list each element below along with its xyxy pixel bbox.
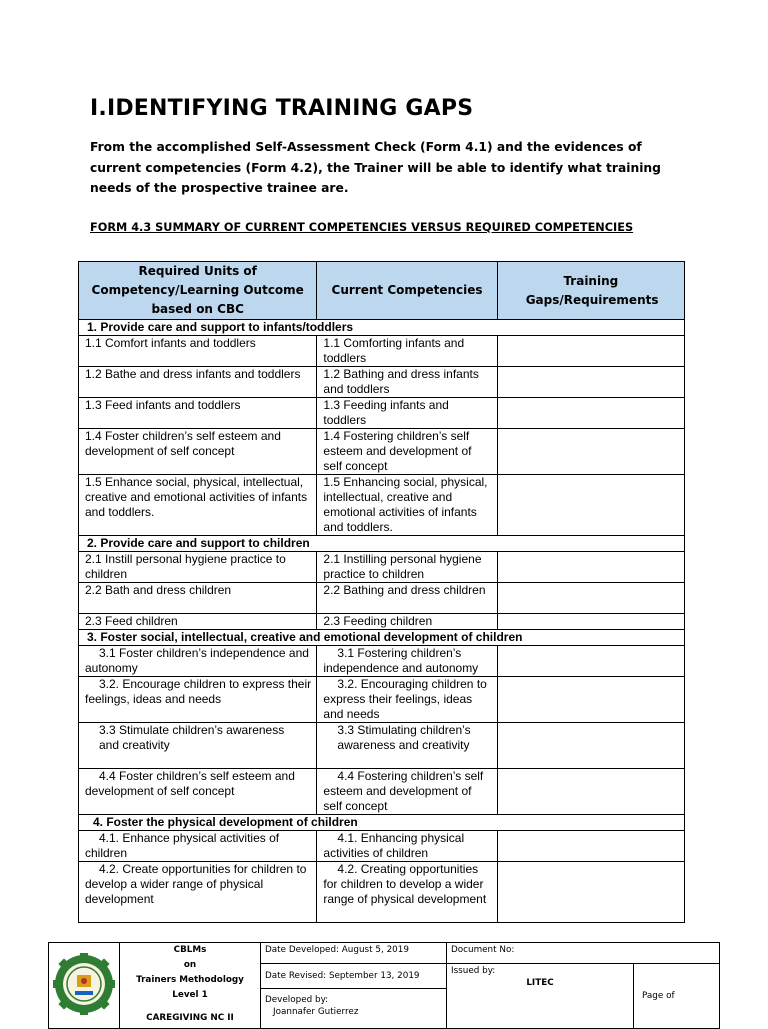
table-row bbox=[79, 831, 685, 862]
section-title: 1. Provide care and support to infants/toddlers bbox=[79, 320, 685, 336]
header-current-competencies: Current Competencies bbox=[317, 262, 497, 320]
current-cell: 1.5 Enhancing social, physical, intellectual, creative and emotional activities of infants and toddlers. bbox=[317, 475, 497, 536]
table-row bbox=[79, 723, 685, 769]
form-title: FORM 4.3 SUMMARY OF CURRENT COMPETENCIES VERSUS REQUIRED COMPETENCIES bbox=[90, 221, 634, 234]
required-cell: 1.5 Enhance social, physical, intellectual, creative and emotional activities of infants and toddlers. bbox=[79, 475, 317, 536]
gap-cell bbox=[497, 677, 684, 723]
cblm-line: Level 1 bbox=[172, 990, 208, 1000]
gap-cell bbox=[497, 398, 684, 429]
required-cell: 1.2 Bathe and dress infants and toddlers bbox=[79, 367, 317, 398]
developed-by-cell bbox=[261, 989, 447, 1029]
gap-cell bbox=[497, 475, 684, 536]
section-title: 2. Provide care and support to children bbox=[79, 536, 685, 552]
gear-seal-icon bbox=[53, 953, 115, 1015]
table-header-row bbox=[79, 262, 685, 320]
current-cell: 1.1 Comforting infants and toddlers bbox=[317, 336, 497, 367]
issued-by-cell bbox=[447, 964, 634, 1029]
current-cell: 1.3 Feeding infants and toddlers bbox=[317, 398, 497, 429]
cblm-line: on bbox=[183, 960, 197, 970]
current-cell: 4.2. Creating opportunities for children to develop a wider range of physical development bbox=[317, 862, 497, 923]
gap-cell bbox=[497, 646, 684, 677]
required-cell: 1.3 Feed infants and toddlers bbox=[79, 398, 317, 429]
table-row bbox=[79, 475, 685, 536]
document-no: Document No: bbox=[447, 943, 720, 964]
current-cell: 3.3 Stimulating children’s awareness and creativity bbox=[317, 723, 497, 769]
required-cell: 4.4 Foster children’s self esteem and development of self concept bbox=[79, 769, 317, 815]
current-cell: 3.1 Fostering children’s independence and autonomy bbox=[317, 646, 497, 677]
school-logo bbox=[49, 943, 120, 1029]
current-cell: 1.4 Fostering children’s self esteem and development of self concept bbox=[317, 429, 497, 475]
date-developed: Date Developed: August 5, 2019 bbox=[261, 943, 447, 964]
current-cell: 2.1 Instilling personal hygiene practice to children bbox=[317, 552, 497, 583]
date-revised: Date Revised: September 13, 2019 bbox=[261, 964, 447, 989]
section-title: 3. Foster social, intellectual, creative and emotional development of children bbox=[79, 630, 685, 646]
table-row bbox=[79, 583, 685, 614]
developed-by-label: Developed by: bbox=[265, 995, 329, 1005]
gap-cell bbox=[497, 552, 684, 583]
cblm-line: Trainers Methodology bbox=[136, 975, 244, 985]
current-cell: 4.1. Enhancing physical activities of children bbox=[317, 831, 497, 862]
gap-cell bbox=[497, 583, 684, 614]
section-row bbox=[79, 536, 685, 552]
document-footer bbox=[48, 942, 720, 1029]
section-row bbox=[79, 815, 685, 831]
current-cell: 1.2 Bathing and dress infants and toddlers bbox=[317, 367, 497, 398]
gap-cell bbox=[497, 831, 684, 862]
page-title: I.IDENTIFYING TRAINING GAPS bbox=[90, 96, 474, 121]
required-cell: 3.3 Stimulate children’s awareness and creativity bbox=[79, 723, 317, 769]
gap-cell bbox=[497, 367, 684, 398]
current-cell: 2.3 Feeding children bbox=[317, 614, 497, 630]
current-cell: 3.2. Encouraging children to express their feelings, ideas and needs bbox=[317, 677, 497, 723]
intro-paragraph: From the accomplished Self-Assessment Check (Form 4.1) and the evidences of current competencies (Form 4.2), the Trainer will be able to identify what training needs of the prospective trainee are. bbox=[90, 140, 661, 195]
required-cell: 3.1 Foster children’s independence and autonomy bbox=[79, 646, 317, 677]
required-cell: 4.2. Create opportunities for children to develop a wider range of physical development bbox=[79, 862, 317, 923]
required-cell: 1.4 Foster children’s self esteem and development of self concept bbox=[79, 429, 317, 475]
section-title: 4. Foster the physical development of children bbox=[79, 815, 685, 831]
table-row bbox=[79, 646, 685, 677]
required-cell: 1.1 Comfort infants and toddlers bbox=[79, 336, 317, 367]
gap-cell bbox=[497, 614, 684, 630]
issued-by-label: Issued by: bbox=[451, 966, 496, 976]
developer-name: Joannafer Gutierrez bbox=[273, 1007, 359, 1017]
gap-cell bbox=[497, 862, 684, 923]
section-row bbox=[79, 320, 685, 336]
table-row bbox=[79, 552, 685, 583]
gap-cell bbox=[497, 336, 684, 367]
competency-table bbox=[78, 261, 685, 923]
table-row bbox=[79, 677, 685, 723]
required-cell: 2.2 Bath and dress children bbox=[79, 583, 317, 614]
current-cell: 4.4 Fostering children’s self esteem and development of self concept bbox=[317, 769, 497, 815]
required-cell: 3.2. Encourage children to express their feelings, ideas and needs bbox=[79, 677, 317, 723]
header-required-units: Required Units of Competency/Learning Outcome based on CBC bbox=[79, 262, 317, 320]
table-row bbox=[79, 398, 685, 429]
required-cell: 2.3 Feed children bbox=[79, 614, 317, 630]
cblm-line: CAREGIVING NC II bbox=[146, 1013, 234, 1023]
cblm-line: CBLMs bbox=[173, 945, 207, 955]
gap-cell bbox=[497, 723, 684, 769]
section-row bbox=[79, 630, 685, 646]
required-cell: 2.1 Instill personal hygiene practice to children bbox=[79, 552, 317, 583]
issuer: LITEC bbox=[526, 978, 554, 988]
table-row bbox=[79, 367, 685, 398]
table-row bbox=[79, 769, 685, 815]
table-row bbox=[79, 862, 685, 923]
cblm-info bbox=[120, 943, 261, 1029]
table-row bbox=[79, 336, 685, 367]
header-training-gaps: Training Gaps/Requirements bbox=[497, 262, 684, 320]
table-row bbox=[79, 429, 685, 475]
page-number: Page of bbox=[634, 964, 720, 1029]
gap-cell bbox=[497, 429, 684, 475]
current-cell: 2.2 Bathing and dress children bbox=[317, 583, 497, 614]
required-cell: 4.1. Enhance physical activities of children bbox=[79, 831, 317, 862]
table-row bbox=[79, 614, 685, 630]
gap-cell bbox=[497, 769, 684, 815]
